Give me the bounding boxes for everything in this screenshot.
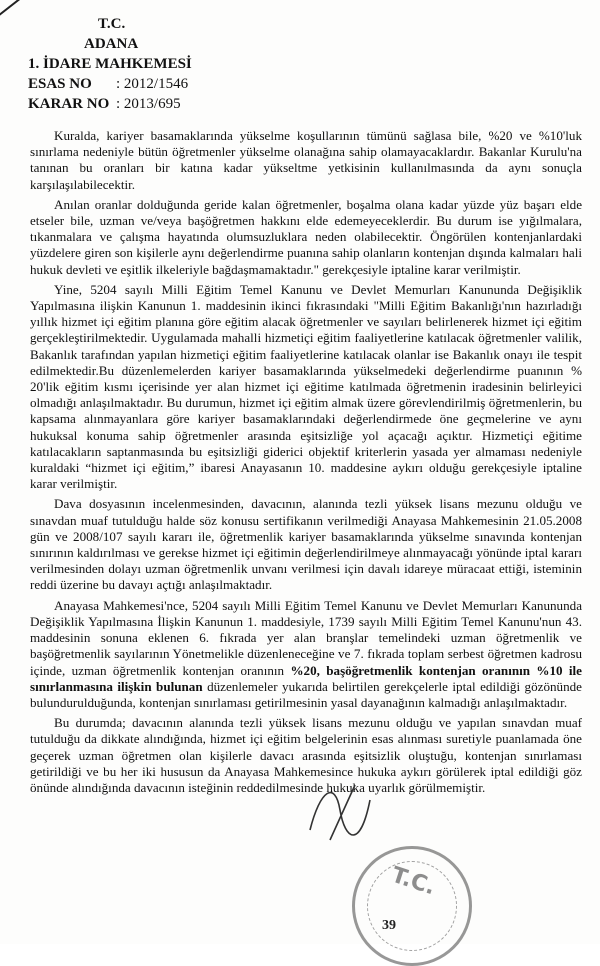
paragraph-3: Yine, 5204 sayılı Milli Eğitim Temel Kanunu ve Devlet Memurları Kanununda Değişiklik Yapılmasına ilişkin Kanunun 1. maddesinin ikinci fıkrasındaki "Milli Eğitim Bakanlığı'nın hazırladığı yıllık hizmet içi eğitim planına göre eğitim alacak öğretmenler ve sayıları belirlenerek hizmet içi eğitim gerçekleştirilmektedir. Uygulamada mahalli hizmetiçi eğitim faaliyetlerine katılacak öğretmenler valilik, Bakanlık tarafından yapılan hizmetiçi eğitim faaliyetlerine katılacak olanlar ise Bakanlık onayı ile tespit edilmektedir.Bu düzenlemelerden kariyer basamaklarında yükselmedeki değerlendirme puanının % 20'lik eğitim kısmı içerisinde yer alan hizmet içi eğitime katılmada öğretmenin iradesinin belirleyici olmadığı anlaşılmaktadır. Bu durumun, hizmet içi eğitim almak üzere görevlendirilmiş öğretmenlerin, bu kapsama alınmayanlara göre kariyer basamaklarındaki değerlendirmede öne geçmelerine ve aynı hukuksal konuma sahip öğretmenler arasında eşitsizliğe yol açacağı açıktır. Hizmetiçi eğitime katılacakların saptanmasında bu eşitsizliği giderici objektif kriterlerin yasada yer almaması nedeniyle kuraldaki “hizmet içi eğitim,” ibaresi Anayasanın 10. maddesine aykırı olduğu gerekçesiyle iptaline karar verilmiştir. [30,281,582,492]
paragraph-4: Dava dosyasının incelenmesinden, davacının, alanında tezli yüksek lisans mezunu olduğu ve sınavdan muaf tutulduğu halde söz konusu sertifikanın verilmediği Anayasa Mahkemesinin 21.05.2008 gün ve 2008/107 sayılı kararı ile, öğretmenlik kariyer basamaklarında yükselme sınavında kontenjan sınırının kaldırılması ve gerekse hizmet içi eğitimin değerlendirilmeye alınmayacağı yönünde iptal kararı verilmesinden dolayı uzman öğretmenlik unvanı verilmesi için davalı idareye müracaat ettiği, isteminin reddi üzerine bu davayı açtığı anlaşılmaktadır. [30,496,582,593]
page-number: 39 [382,918,396,933]
stamp-text: T.C. [388,862,439,901]
esas-value: : 2012/1546 [116,76,189,92]
official-stamp [352,846,472,966]
paragraph-5-part-a: Anayasa Mahkemesi'nce, 5204 sayılı Milli Eğitim Temel Kanunu ve Devlet Memurları Kanununda Değişiklik Yapılmasına İlişkin Kanunun 1. maddesiyle, 1739 sayılı Milli Eğitim Temel Kanunu'nun 43. maddesinin sonuna eklenen 6. fıkrada yer alan branşlar temelindeki uzman öğretmenlik ve başöğretmenlik sayılarının Yönetmelikle düzenleneceğine ve 7. fıkrada toplam serbest öğretmen kadrosu içinde, uzman öğretmenlik kontenjan oranının [30,597,582,678]
document-header [28,14,192,114]
paragraph-1: Kuralda, kariyer basamaklarında yükselme koşullarının tümünü sağlasa bile, %20 ve %10'luk sınırlama nedeniyle bütün öğretmenler yükselme olanağına sahip olamayacaklardır. Bakanlar Kurulu'na tanınan bu oranları bir katına kadar yükseltme yetkisinin kullanılmasında da aynı sonuçla karşılaşılabilecektir. [30,128,582,192]
header-city: ADANA [84,36,139,52]
paragraph-5-part-c: düzenlemeler yukarıda belirtilen gerekçelerle iptal edildiği gözönünde bulundurulduğunda, kontenjan sınırlaması getirilmesinin yasal dayanağının kalmadığı anlaşılmaktadır. [30,678,582,710]
karar-label: KARAR NO [28,96,110,112]
karar-row [28,94,192,114]
header-tc: T.C. [98,16,126,32]
header-court: 1. İDARE MAHKEMESİ [28,56,192,72]
signature-scribble [300,770,390,860]
esas-label: ESAS NO [28,76,92,92]
document-body [30,128,582,800]
paragraph-6: Bu durumda; davacının alanında tezli yüksek lisans mezunu olduğu ve yapılan sınavdan muaf tutulduğu da dikkate alındığında, hizmet içi eğitim belgelerinin esas alınması suretiyle puanlamada öne geçerek uzman öğretmen olan kişilerle davacı arasında eşitsizlik oluştuğu, kontenjan sınırlaması getirildiği ve bu her iki hususun da Anayasa Mahkemesince hukuka aykırı görülerek iptal edildiği göz önünde alındığında davacının isteğinin reddedilmesinde hukuka uyarlık görülmemiştir. [30,715,582,795]
paragraph-5 [30,598,582,711]
paragraph-5-bold: %20, başöğretmenlik kontenjan oranının %10 ile sınırlanmasına ilişkin bulunan [30,662,582,694]
corner-mark [0,0,26,19]
karar-value: : 2013/695 [116,96,181,112]
esas-row [28,74,192,94]
paragraph-2: Anılan oranlar dolduğunda geride kalan öğretmenler, boşalma olana kadar yüzde yüz başarı elde etseler bile, uzman ve/veya başöğretmen hakkını elde edemeyeceklerdir. Bu durum ise yığılmalara, tıkanmalara ve çalışma hayatında olumsuzluklara neden olabilecektir. Öngörülen kontenjanlardaki yüzdelere giren son kişilerle aynı değerlendirme puanına sahip olanların kontenjan dışında kalmaları hali hukuk devleti ve eşitlik ilkeleriyle bağdaşmamaktadır." gerekçesiyle iptaline karar verilmiştir. [30,196,582,277]
